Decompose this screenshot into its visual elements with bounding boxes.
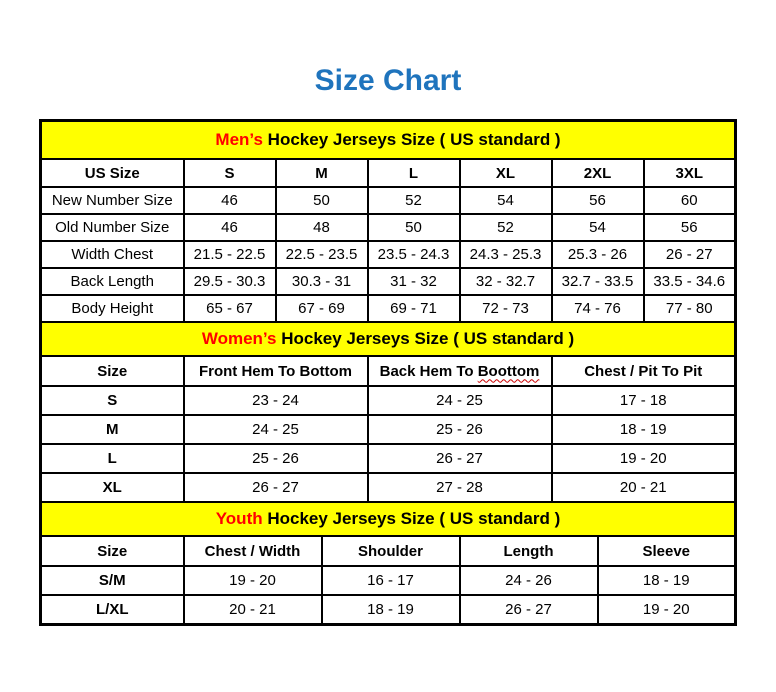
table-row (41, 415, 736, 444)
cell-value: 26 - 27 (368, 444, 552, 473)
cell-value: 18 - 19 (552, 415, 736, 444)
cell-value: 19 - 20 (552, 444, 736, 473)
table-row (41, 473, 736, 502)
table-row (41, 121, 736, 160)
cell-value: 54 (460, 187, 552, 214)
mens-header-m: M (276, 159, 368, 187)
cell-value: 25 - 26 (184, 444, 368, 473)
womens-header-chest: Chest / Pit To Pit (552, 356, 736, 386)
row-label: New Number Size (41, 187, 184, 214)
page-title: Size Chart (314, 64, 462, 97)
cell-value: 54 (552, 214, 644, 241)
row-label: Body Height (41, 295, 184, 322)
cell-value: 23.5 - 24.3 (368, 241, 460, 268)
table-row (41, 322, 736, 356)
mens-header-3xl: 3XL (644, 159, 736, 187)
cell-value: 22.5 - 23.5 (276, 241, 368, 268)
cell-value: 46 (184, 214, 276, 241)
row-label: M (41, 415, 184, 444)
cell-value: 69 - 71 (368, 295, 460, 322)
cell-value: 60 (644, 187, 736, 214)
mens-header-us-size: US Size (41, 159, 184, 187)
cell-value: 31 - 32 (368, 268, 460, 295)
cell-value: 25.3 - 26 (552, 241, 644, 268)
mens-header-l: L (368, 159, 460, 187)
cell-value: 46 (184, 187, 276, 214)
table-row (41, 566, 736, 595)
mens-header-2xl: 2XL (552, 159, 644, 187)
cell-value: 27 - 28 (368, 473, 552, 502)
table-row (41, 159, 736, 187)
mens-section-band (41, 121, 736, 160)
womens-header-size: Size (41, 356, 184, 386)
womens-band-text: Hockey Jerseys Size ( US standard ) (276, 329, 575, 348)
youth-header-sleeve: Sleeve (598, 536, 736, 566)
cell-value: 19 - 20 (184, 566, 322, 595)
row-label: S (41, 386, 184, 415)
cell-value: 18 - 19 (322, 595, 460, 625)
cell-value: 24 - 25 (184, 415, 368, 444)
youth-section-band (41, 502, 736, 536)
mens-band-text: Hockey Jerseys Size ( US standard ) (262, 130, 561, 149)
youth-band-text: Hockey Jerseys Size ( US standard ) (262, 509, 561, 528)
cell-value: 48 (276, 214, 368, 241)
mens-header-s: S (184, 159, 276, 187)
cell-value: 24.3 - 25.3 (460, 241, 552, 268)
cell-value: 52 (368, 187, 460, 214)
row-label: Width Chest (41, 241, 184, 268)
youth-header-chest: Chest / Width (184, 536, 322, 566)
womens-header-back-hem (368, 356, 552, 386)
youth-header-shoulder: Shoulder (322, 536, 460, 566)
cell-value: 26 - 27 (184, 473, 368, 502)
cell-value: 30.3 - 31 (276, 268, 368, 295)
cell-value: 19 - 20 (598, 595, 736, 625)
cell-value: 56 (552, 187, 644, 214)
cell-value: 65 - 67 (184, 295, 276, 322)
cell-value: 25 - 26 (368, 415, 552, 444)
row-label: Old Number Size (41, 214, 184, 241)
row-label: L/XL (41, 595, 184, 625)
back-hem-text: Back Hem To (379, 362, 478, 380)
cell-value: 32 - 32.7 (460, 268, 552, 295)
row-label: L (41, 444, 184, 473)
cell-value: 16 - 17 (322, 566, 460, 595)
table-row (41, 268, 736, 295)
size-chart-table (39, 119, 737, 626)
table-row (41, 444, 736, 473)
table-row (41, 187, 736, 214)
table-row (41, 386, 736, 415)
cell-value: 23 - 24 (184, 386, 368, 415)
table-row (41, 214, 736, 241)
cell-value: 32.7 - 33.5 (552, 268, 644, 295)
cell-value: 74 - 76 (552, 295, 644, 322)
cell-value: 20 - 21 (184, 595, 322, 625)
cell-value: 20 - 21 (552, 473, 736, 502)
cell-value: 26 - 27 (644, 241, 736, 268)
table-row (41, 295, 736, 322)
youth-header-length: Length (460, 536, 598, 566)
cell-value: 18 - 19 (598, 566, 736, 595)
cell-value: 50 (368, 214, 460, 241)
back-hem-misspelled-word: Boottom (477, 362, 540, 380)
cell-value: 50 (276, 187, 368, 214)
row-label: S/M (41, 566, 184, 595)
table-row (41, 502, 736, 536)
table-row (41, 241, 736, 268)
womens-header-front-hem: Front Hem To Bottom (184, 356, 368, 386)
youth-header-size: Size (41, 536, 184, 566)
cell-value: 24 - 26 (460, 566, 598, 595)
cell-value: 72 - 73 (460, 295, 552, 322)
cell-value: 67 - 69 (276, 295, 368, 322)
row-label: XL (41, 473, 184, 502)
table-row (41, 356, 736, 386)
youth-band-highlight: Youth (215, 509, 263, 528)
cell-value: 29.5 - 30.3 (184, 268, 276, 295)
mens-header-xl: XL (460, 159, 552, 187)
table-row (41, 536, 736, 566)
womens-section-band (41, 322, 736, 356)
table-row (41, 595, 736, 625)
cell-value: 52 (460, 214, 552, 241)
cell-value: 56 (644, 214, 736, 241)
cell-value: 17 - 18 (552, 386, 736, 415)
cell-value: 33.5 - 34.6 (644, 268, 736, 295)
row-label: Back Length (41, 268, 184, 295)
cell-value: 24 - 25 (368, 386, 552, 415)
womens-band-highlight: Women’s (201, 329, 277, 348)
cell-value: 26 - 27 (460, 595, 598, 625)
cell-value: 21.5 - 22.5 (184, 241, 276, 268)
mens-band-highlight: Men’s (215, 130, 263, 149)
cell-value: 77 - 80 (644, 295, 736, 322)
